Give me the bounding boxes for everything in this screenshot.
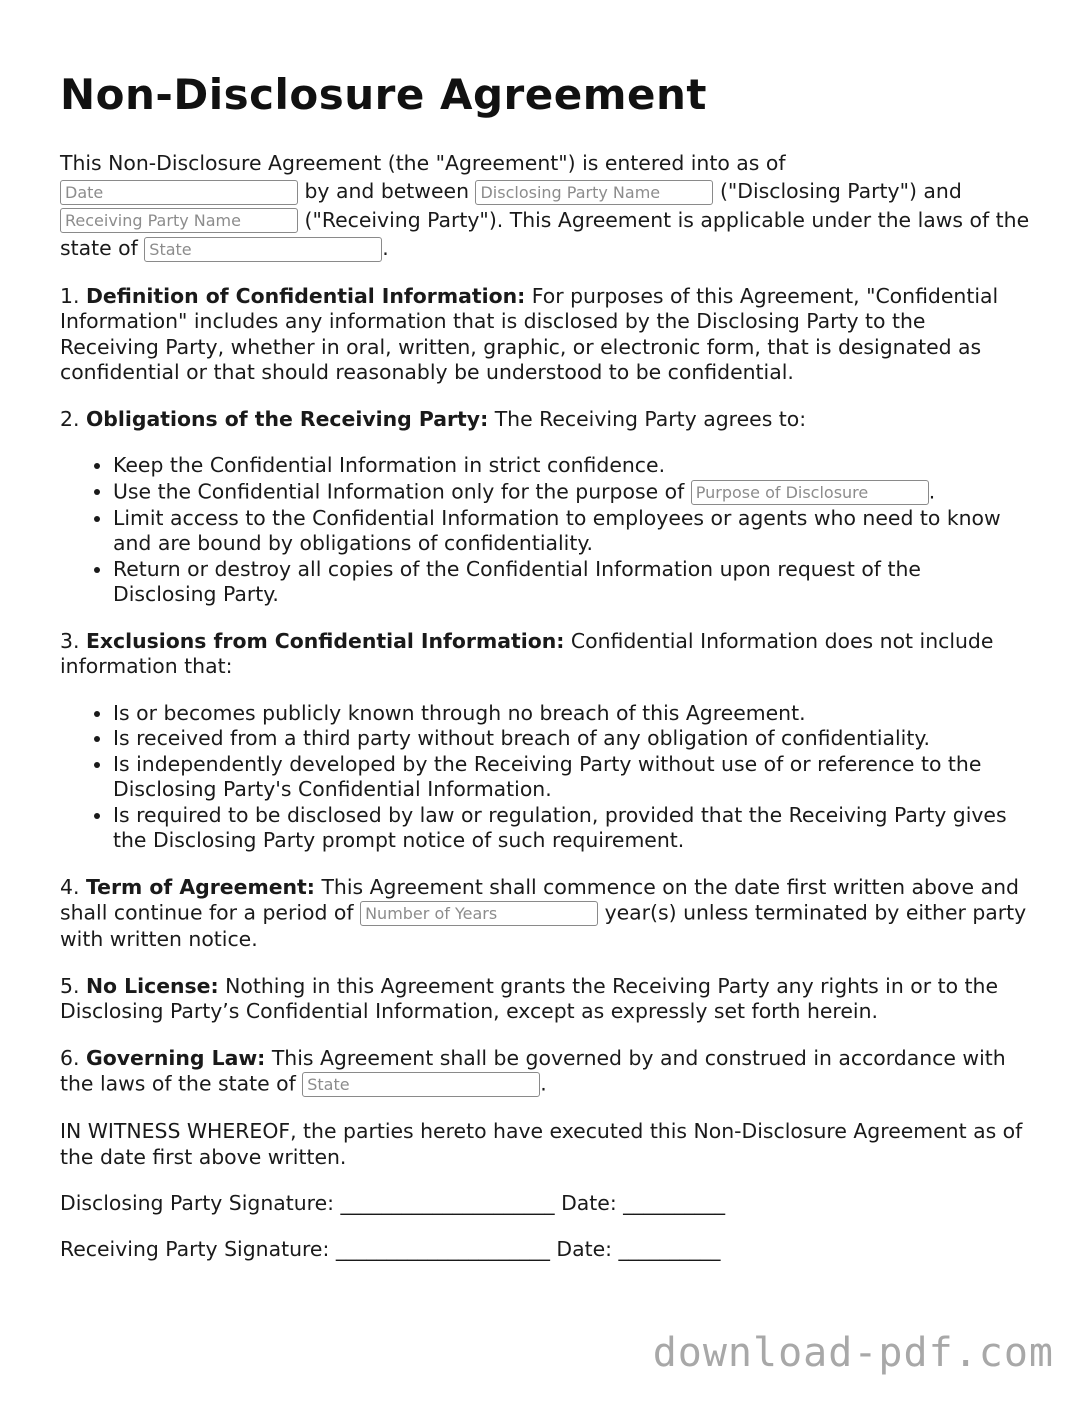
section-text: This Agreement shall commence on the date first written above and shall continue for a period of	[60, 874, 1019, 925]
list-item-text: Use the Confidential Information only for the purpose of	[113, 479, 685, 503]
disclosing-signature-line: Disclosing Party Signature: _____________________ Date: __________	[60, 1191, 726, 1215]
disclosing-party-name-input[interactable]	[475, 180, 713, 205]
section-4	[60, 875, 1030, 953]
intro-text: ("Receiving Party"). This Agreement is applicable under the laws of the state of	[60, 207, 1030, 260]
list-item-text: .	[928, 479, 936, 503]
list-item: • Keep the Confidential Information in strict confidence.	[113, 453, 1030, 479]
list-item	[113, 479, 1030, 506]
section-text: Confidential Information does not include information that:	[60, 628, 994, 678]
section-2	[60, 407, 1030, 433]
section-text: For purposes of this Agreement, "Confidential Information" includes any information that is disclosed by the Disclosing Party to the Receiving Party, whether in oral, written, graphic, or electronic form, that is designated as confidential or that should reasonably be understood to be confidential.	[60, 283, 999, 384]
obligations-list	[60, 453, 1030, 608]
list-item: • Limit access to the Confidential Information to employees or agents who need to know and are bound by obligations of confidentiality.	[113, 506, 1030, 557]
section-heading: Term of Agreement:	[85, 874, 315, 899]
section-text: This Agreement shall be governed by and construed in accordance with the laws of the state of	[60, 1045, 1006, 1096]
document-page	[60, 70, 1030, 1282]
section-heading: Obligations of the Receiving Party:	[85, 406, 489, 431]
governing-law-state-input[interactable]	[302, 1072, 540, 1097]
section-text: Nothing in this Agreement grants the Receiving Party any rights in or to the Disclosing Party’s Confidential Information, except as expressly set forth herein.	[60, 973, 998, 1023]
list-item: • Is or becomes publicly known through no breach of this Agreement.	[113, 701, 1030, 727]
page-title: Non-Disclosure Agreement	[60, 70, 707, 119]
intro-text: This Non-Disclosure Agreement (the "Agreement") is entered into as of	[60, 151, 786, 175]
section-6	[60, 1046, 1030, 1099]
intro-text: .	[382, 236, 389, 260]
section-heading: Governing Law:	[85, 1045, 266, 1070]
section-heading: Definition of Confidential Information:	[85, 283, 526, 308]
section-number: 4.	[60, 874, 80, 899]
list-item: • Is required to be disclosed by law or regulation, provided that the Receiving Party gives the Disclosing Party prompt notice of such requirement.	[113, 803, 1030, 854]
section-3	[60, 629, 1030, 680]
section-number: 6.	[60, 1045, 80, 1070]
intro-text: by and between	[304, 179, 469, 203]
section-number: 1.	[60, 283, 80, 308]
section-number: 5.	[60, 973, 80, 998]
exclusions-list	[60, 701, 1030, 854]
date-input[interactable]	[60, 180, 298, 205]
intro-state-input[interactable]	[144, 237, 382, 262]
watermark: download-pdf.com	[652, 1330, 1054, 1376]
intro-paragraph	[60, 149, 1030, 263]
section-number: 2.	[60, 406, 80, 431]
intro-text: ("Disclosing Party") and	[719, 179, 962, 203]
section-text: .	[540, 1071, 547, 1096]
list-item: • Return or destroy all copies of the Confidential Information upon request of the Disclosing Party.	[113, 557, 1030, 608]
list-item: • Is received from a third party without breach of any obligation of confidentiality.	[113, 726, 1030, 752]
section-number: 3.	[60, 628, 80, 653]
section-1	[60, 284, 1030, 386]
purpose-of-disclosure-input[interactable]	[691, 480, 929, 505]
section-text: The Receiving Party agrees to:	[494, 406, 807, 431]
section-heading: Exclusions from Confidential Information:	[85, 628, 565, 653]
section-5	[60, 974, 1030, 1025]
number-of-years-input[interactable]	[360, 901, 598, 926]
receiving-signature-line: Receiving Party Signature: _____________________ Date: __________	[60, 1236, 721, 1261]
section-text: year(s) unless terminated by either party with written notice.	[60, 900, 1027, 951]
receiving-party-name-input[interactable]	[60, 208, 298, 233]
witness-paragraph: IN WITNESS WHEREOF, the parties hereto have executed this Non-Disclosure Agreement as of the date first above written.	[60, 1119, 1023, 1169]
section-heading: No License:	[85, 973, 219, 998]
list-item: • Is independently developed by the Receiving Party without use of or reference to the Disclosing Party's Confidential Information.	[113, 752, 1030, 803]
